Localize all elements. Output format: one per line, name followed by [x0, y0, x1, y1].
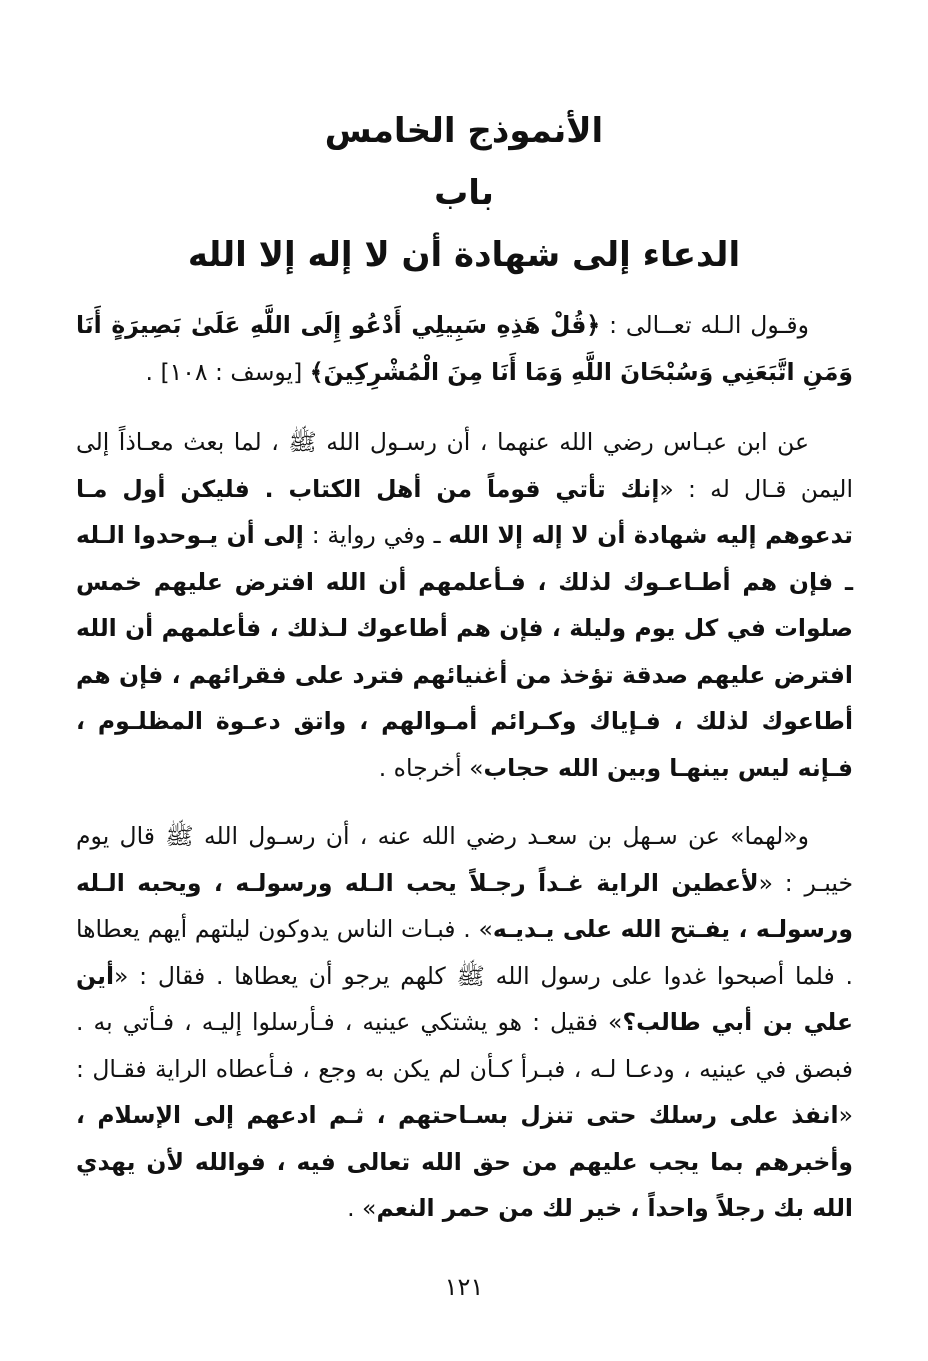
- hadith-text: إنك تأتي قوماً من أهل الكتاب . فليكن أول مـا تدعوهم إليه شهادة أن لا إله إلا الله: [76, 474, 853, 549]
- narration-text: ـ وفي رواية :: [303, 521, 449, 549]
- hadith-text: أين علي بن أبي طالب؟: [76, 961, 853, 1036]
- chapter-heading: [0, 100, 928, 286]
- section-title: الأنموذج الخامس: [324, 111, 604, 151]
- page-number: ١٢١: [444, 1273, 484, 1301]
- hadith-text: إلى أن يـوحدوا الـله ـ فإن هم أطـاعـوك لذلك ، فـأعلمهم أن الله افترض عليهم خمس صلوات في كل يوم وليلة ، فإن هم أطاعوك لـذلك ، فأعلمهم أن الله افترض عليهم صدقة تؤخذ من أغنيائهم فترد على فقرائهم ، فإن هم أطاعوك لذلك ، فـإياك وكـرائم أمـوالهم ، واتق دعـوة المظلـوم ، فـإنه ليس بينهـا وبين الله حجاب: [76, 521, 853, 782]
- hadith-text: انفذ على رسلك حتى تنزل بسـاحتهم ، ثـم ادعهم إلى الإسلام ، وأخبرهم بما يجب عليهم من حق الله تعالى فيه ، فوالله لأن يهدي الله بك رجلاً واحداً ، خير لك من حمر النعم: [76, 1101, 853, 1222]
- narration-text: » . فبـات الناس يدوكون ليلتهم أيهم يعطاها . فلما أصبحوا غدوا على رسول الله ﷺ كلهم يرجو أن يعطاها . فقال : «: [76, 915, 853, 990]
- chapter-label: باب: [434, 173, 494, 213]
- hadith-text: لأعطين الراية غـداً رجـلاً يحب الـله ورسولـه ، ويحبه الـله ورسولـه ، يفـتح الله على يـديـه: [76, 868, 854, 943]
- narration-text: » أخرجاه .: [378, 753, 484, 782]
- narration-text: » فقيل : هو يشتكي عينيه ، فـأرسلوا إليـه ، فـأتي به . فبصق في عينيه ، ودعـا لـه ، فبـرأ كـأن لم يكن به وجع ، فـأعطاه الراية فقـال : «: [76, 1008, 853, 1129]
- paragraph-quran-verse: [76, 302, 853, 395]
- verse-intro: وقـول الـله تعــالى :: [600, 311, 809, 339]
- paragraph-hadith-khaybar: [76, 813, 853, 1232]
- narration-text: » .: [347, 1194, 377, 1222]
- narration-text: عن ابن عبـاس رضي الله عنهما ، أن رسـول الله ﷺ ، لما بعث معـاذاً إلى اليمن قـال له : «: [76, 428, 853, 503]
- body-text: [76, 302, 853, 1250]
- paragraph-hadith-muadh: [76, 419, 853, 791]
- quran-verse: ﴿قُلْ هَذِهِ سَبِيلِي أَدْعُو إِلَى اللَّهِ عَلَىٰ بَصِيرَةٍ أَنَا وَمَنِ اتَّبَعَنِي وَسُبْحَانَ اللَّهِ وَمَا أَنَا مِنَ الْمُشْرِكِينَ﴾: [76, 311, 853, 386]
- narration-text: و«لهما» عن سـهل بن سعـد رضي الله عنه ، أن رسـول الله ﷺ قال يوم خيبـر : «: [76, 822, 854, 897]
- chapter-title: الدعاء إلى شهادة أن لا إله إلا الله: [187, 235, 741, 275]
- verse-reference: [يوسف : ١٠٨] .: [145, 357, 310, 386]
